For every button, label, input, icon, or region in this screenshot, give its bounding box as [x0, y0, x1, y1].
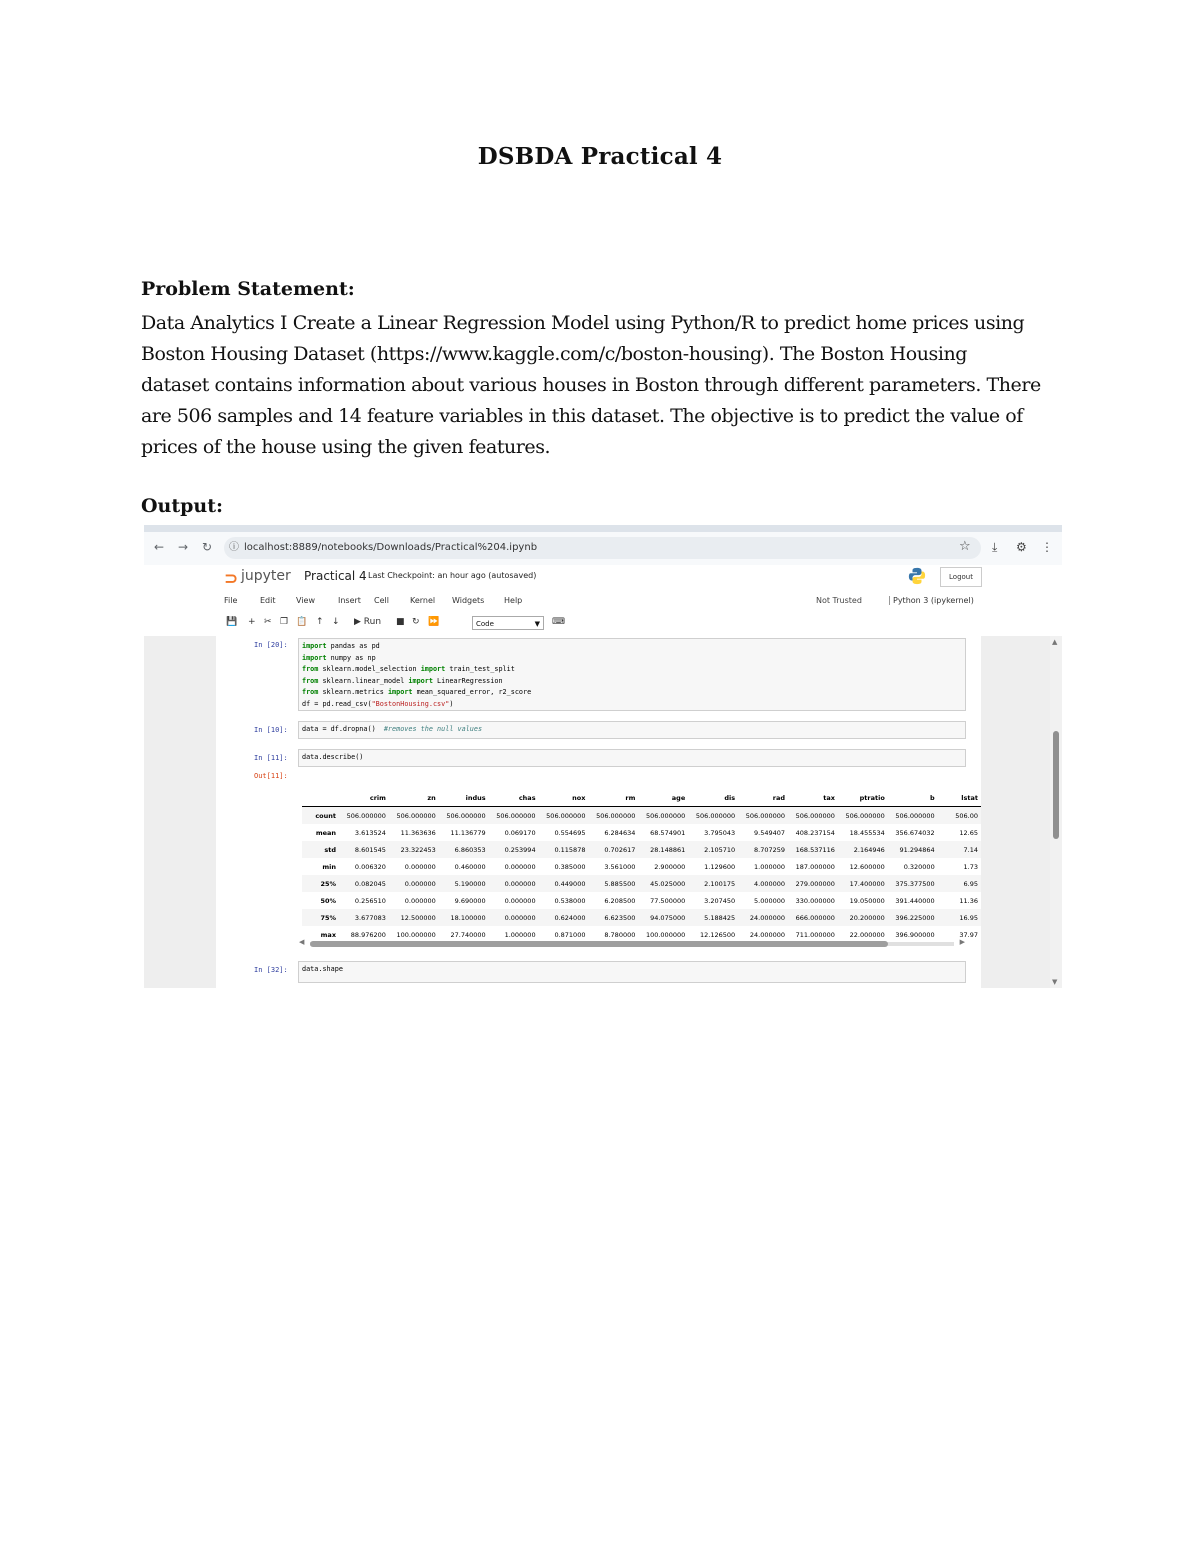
browser-tab-strip [144, 525, 1062, 532]
code-token: from [302, 665, 319, 673]
cell-2-code[interactable] [298, 721, 966, 739]
cell-2-prompt: In [10]: [254, 726, 288, 734]
code-line [302, 653, 962, 665]
menu-item-kernel[interactable]: Kernel [410, 596, 436, 605]
table-cell: 5.885500 [588, 875, 638, 892]
table-row [302, 858, 981, 875]
python-logo-icon [908, 567, 926, 585]
download-icon[interactable]: ⤓ [992, 540, 998, 554]
table-cell: 506.000000 [738, 807, 788, 825]
table-cell: 8.601545 [339, 841, 389, 858]
problem-statement-body [141, 308, 1066, 463]
table-cell: 22.000000 [849, 930, 885, 939]
table-cell: 94.075000 [638, 909, 688, 926]
table-row [302, 892, 981, 909]
table-cell: 3.795043 [704, 828, 736, 837]
menu-item-cell[interactable]: Cell [374, 596, 389, 605]
checkpoint-status: Last Checkpoint: an hour ago (autosaved) [368, 571, 537, 580]
problem-statement-heading: Problem Statement: [141, 278, 355, 300]
problem-statement-line: Boston Housing Dataset (https://www.kaggle.com/c/boston-housing). The Boston Housing [141, 343, 967, 365]
table-cell: 506.000000 [489, 807, 539, 825]
code-token: df = pd.read_csv( [302, 699, 372, 708]
table-cell: 18.100000 [439, 909, 489, 926]
code-token: data.shape [302, 965, 343, 973]
column-header: ptratio [838, 789, 888, 807]
table-cell: 0.006320 [354, 862, 386, 871]
table-row [302, 875, 981, 892]
code-token: pandas as pd [326, 642, 380, 650]
table-cell: 23.322453 [389, 841, 439, 858]
table-row [302, 824, 981, 841]
cut-icon[interactable]: ✂ [264, 617, 272, 627]
scroll-up-icon[interactable]: ▲ [1052, 638, 1058, 646]
table-cell: 77.500000 [650, 896, 686, 905]
notebook-area [144, 636, 1062, 988]
move-up-icon[interactable]: ↑ [316, 617, 324, 627]
table-cell: 506.000000 [788, 807, 838, 825]
code-token: mean_squared_error, r2_score [412, 688, 532, 696]
table-cell: 506.000000 [539, 807, 589, 825]
table-horizontal-scrollbar[interactable] [298, 940, 966, 948]
table-cell: 100.000000 [396, 930, 436, 939]
table-cell: 24.000000 [749, 930, 786, 939]
row-label: 75% [302, 909, 339, 926]
table-cell: 0.460000 [454, 862, 486, 871]
code-token: train_test_split [445, 665, 515, 673]
row-label: min [322, 862, 337, 871]
table-cell: 2.900000 [654, 862, 686, 871]
table-cell: 8.707259 [738, 841, 788, 858]
cell-1-code[interactable] [298, 638, 966, 711]
table-cell: 0.000000 [389, 875, 439, 892]
table-cell: 666.000000 [788, 909, 838, 926]
code-line [302, 641, 962, 653]
notebook-menubar [224, 591, 982, 611]
cell-4-prompt: In [32]: [254, 966, 288, 974]
column-header: rm [588, 789, 638, 807]
jupyter-logo-text[interactable]: jupyter [241, 568, 291, 584]
table-cell: 506.00 [938, 807, 981, 825]
menu-item-view[interactable]: View [296, 596, 315, 605]
column-header: indus [439, 789, 489, 807]
table-cell: 4.000000 [738, 875, 788, 892]
column-header: zn [389, 789, 439, 807]
code-token: #removes the null values [383, 725, 483, 733]
row-label: mean [315, 828, 337, 837]
table-cell: 506.000000 [439, 807, 489, 825]
column-header: chas [489, 789, 539, 807]
table-cell: 0.115878 [539, 841, 589, 858]
table-cell: 0.000000 [489, 875, 539, 892]
table-cell: 16.95 [938, 909, 981, 926]
code-line [302, 699, 962, 711]
vertical-scroll-thumb[interactable] [1053, 731, 1059, 839]
code-line [302, 687, 962, 699]
column-header: crim [339, 789, 389, 807]
row-label: 50% [320, 896, 337, 905]
table-cell: 506.000000 [638, 807, 688, 825]
column-header: tax [788, 789, 838, 807]
table-cell: 24.000000 [738, 909, 788, 926]
code-line [302, 676, 962, 688]
kernel-indicator[interactable]: Python 3 (ipykernel) [889, 596, 974, 605]
table-cell: 0.320000 [903, 862, 935, 871]
table-cell: 18.455534 [849, 828, 885, 837]
problem-statement-line: are 506 samples and 14 feature variables in this dataset. The objective is to predict the value of [141, 405, 1023, 427]
table-cell: 0.000000 [489, 909, 539, 926]
code-token: ) [449, 699, 454, 708]
copy-icon[interactable]: ❐ [280, 617, 289, 627]
column-header: age [638, 789, 688, 807]
run-label: Run [363, 617, 382, 627]
cell-type-select[interactable] [472, 616, 544, 630]
problem-statement-line: Data Analytics I Create a Linear Regression Model using Python/R to predict home prices using [141, 312, 1025, 334]
scroll-thumb[interactable] [310, 941, 888, 947]
extension-icon[interactable]: ⚙ [1016, 540, 1027, 554]
index-header [302, 789, 339, 807]
table-row [302, 909, 981, 926]
table-cell: 5.000000 [754, 896, 786, 905]
code-line [302, 664, 962, 676]
table-cell: 28.148861 [638, 841, 688, 858]
problem-statement-line: prices of the house using the given features. [141, 436, 551, 458]
jupyter-logo-icon[interactable]: ⊃ [224, 569, 239, 589]
table-cell: 0.000000 [504, 896, 536, 905]
code-token: "BostonHousing.csv" [371, 699, 450, 708]
code-line [302, 752, 962, 764]
add-cell-icon[interactable]: + [248, 617, 256, 627]
table-cell: 19.050000 [849, 896, 885, 905]
scroll-left-icon[interactable]: ◀ [299, 938, 305, 946]
table-cell: 88.976200 [350, 930, 386, 939]
column-header: dis [688, 789, 738, 807]
code-token: import [302, 642, 327, 650]
table-cell: 91.294864 [888, 841, 938, 858]
table-cell: 20.200000 [838, 909, 888, 926]
column-header: rad [738, 789, 788, 807]
table-cell: 506.000000 [888, 807, 938, 825]
code-token: data.describe() [302, 753, 364, 761]
table-row [302, 807, 981, 825]
code-token: sklearn.model_selection [318, 665, 421, 673]
cell-type-value: Code [476, 620, 494, 628]
table-cell: 1.000000 [504, 930, 536, 939]
paste-icon[interactable]: 📋 [296, 617, 308, 627]
table-cell: 3.677083 [339, 909, 389, 926]
table-cell: 279.000000 [788, 875, 838, 892]
table-cell: 9.549407 [754, 828, 786, 837]
table-cell: 506.000000 [389, 807, 439, 825]
chevron-down-icon: ▼ [534, 620, 540, 628]
row-label: count [302, 807, 339, 825]
run-button[interactable]: ▶ Run [354, 617, 382, 627]
menu-item-help[interactable]: Help [504, 596, 523, 605]
table-cell: 330.000000 [795, 896, 835, 905]
url-text: localhost:8889/notebooks/Downloads/Practical%204.ipynb [244, 542, 538, 553]
info-icon[interactable]: ⓘ [229, 542, 239, 553]
command-palette-icon[interactable]: ⌨ [552, 617, 565, 627]
table-cell: 0.449000 [539, 875, 589, 892]
table-cell: 12.500000 [389, 909, 439, 926]
table-cell: 168.537116 [788, 841, 838, 858]
code-token: sklearn.metrics [318, 688, 388, 696]
page-vertical-scrollbar[interactable] [1050, 636, 1062, 988]
cell-3-output-prompt: Out[11]: [254, 772, 288, 780]
reload-icon[interactable]: ↻ [202, 540, 213, 554]
column-header: nox [539, 789, 589, 807]
table-cell: 2.164946 [838, 841, 888, 858]
code-token: sklearn.linear_model [318, 676, 409, 685]
table-cell: 1.129600 [704, 862, 736, 871]
menu-item-file[interactable]: File [224, 596, 238, 605]
code-token: from [302, 676, 319, 685]
table-cell: 27.740000 [450, 930, 486, 939]
table-row [302, 841, 981, 858]
table-cell: 3.613524 [354, 828, 386, 837]
code-token: LinearRegression [432, 676, 503, 685]
table-cell: 1.000000 [754, 862, 786, 871]
table-cell: 100.000000 [645, 930, 686, 939]
table-cell: 12.126500 [699, 930, 736, 939]
code-token: import [408, 676, 433, 685]
code-line [302, 964, 962, 976]
notebook-name[interactable]: Practical 4 [304, 569, 367, 583]
code-token: data = df.dropna() [302, 725, 384, 733]
table-cell: 11.363636 [400, 828, 436, 837]
table-cell: 11.136779 [450, 828, 486, 837]
table-cell: 8.780000 [604, 930, 636, 939]
notebook-page [216, 636, 981, 988]
table-cell: 6.208500 [604, 896, 636, 905]
table-cell: 0.538000 [554, 896, 586, 905]
browser-address-bar [144, 532, 1062, 566]
column-header: b [888, 789, 938, 807]
table-cell: 506.000000 [688, 807, 738, 825]
table-cell: 506.000000 [838, 807, 888, 825]
trusted-indicator[interactable]: Not Trusted [816, 596, 862, 605]
interrupt-icon[interactable]: ■ [396, 617, 405, 627]
code-token: numpy as np [326, 653, 376, 662]
table-cell: 2.100175 [688, 875, 738, 892]
table-cell: 0.871000 [554, 930, 586, 939]
row-label: 25% [302, 875, 339, 892]
back-icon[interactable]: ← [154, 540, 165, 554]
table-cell: 17.400000 [838, 875, 888, 892]
table-cell: 0.554695 [554, 828, 586, 837]
cell-3-prompt: In [11]: [254, 754, 288, 762]
table-cell: 506.000000 [588, 807, 638, 825]
star-icon[interactable]: ☆ [959, 539, 971, 554]
table-cell: 45.025000 [638, 875, 688, 892]
menu-icon[interactable]: ⋮ [1041, 540, 1053, 554]
table-cell: 0.385000 [554, 862, 586, 871]
code-token: import [387, 688, 413, 696]
table-cell: 12.65 [959, 828, 978, 837]
table-cell: 7.14 [938, 841, 981, 858]
table-cell: 0.082045 [339, 875, 389, 892]
table-cell: 0.256510 [354, 896, 386, 905]
table-cell: 37.97 [959, 930, 978, 939]
table-cell: 396.225000 [888, 909, 938, 926]
table-cell: 12.600000 [849, 862, 885, 871]
menu-item-widgets[interactable]: Widgets [452, 596, 485, 605]
cell-4-code[interactable] [298, 961, 966, 983]
problem-statement-line: dataset contains information about various houses in Boston through different parameters. There [141, 374, 1041, 396]
notebook-toolbar [224, 614, 984, 634]
table-cell: 396.900000 [895, 930, 935, 939]
table-cell: 6.623500 [588, 909, 638, 926]
menu-item-insert[interactable]: Insert [338, 596, 361, 605]
table-cell: 6.860353 [439, 841, 489, 858]
table-cell: 187.000000 [795, 862, 835, 871]
table-cell: 711.000000 [795, 930, 835, 939]
table-cell: 11.36 [959, 896, 978, 905]
table-cell: 0.000000 [404, 862, 436, 871]
table-cell: 0.000000 [504, 862, 536, 871]
table-cell: 506.000000 [339, 807, 389, 825]
scroll-right-icon[interactable]: ▶ [959, 938, 965, 946]
logout-button[interactable]: Logout [940, 567, 982, 587]
code-token: import [420, 665, 446, 673]
output-screenshot [144, 525, 1062, 988]
table-cell: 9.690000 [454, 896, 486, 905]
table-cell: 0.702617 [588, 841, 638, 858]
table-cell: 1.73 [963, 862, 978, 871]
code-line [302, 724, 962, 736]
row-label: max [320, 930, 337, 939]
table-cell: 0.069170 [504, 828, 536, 837]
save-icon[interactable]: 💾 [226, 617, 238, 627]
table-cell: 356.674032 [895, 828, 935, 837]
table-cell: 0.000000 [404, 896, 436, 905]
describe-output-table [302, 789, 981, 943]
table-cell: 375.377500 [888, 875, 938, 892]
table-cell: 408.237154 [795, 828, 835, 837]
scroll-down-icon[interactable]: ▼ [1052, 978, 1058, 986]
jupyter-header [144, 565, 1062, 636]
column-header: lstat [938, 789, 981, 807]
restart-icon[interactable]: ↻ [412, 617, 420, 627]
output-heading: Output: [141, 495, 224, 517]
table-cell: 6.284634 [604, 828, 636, 837]
code-token: import [302, 653, 327, 662]
table-cell: 3.207450 [704, 896, 736, 905]
table-cell: 3.561000 [604, 862, 636, 871]
restart-run-all-icon[interactable]: ⏩ [428, 617, 440, 627]
cell-1-prompt: In [20]: [254, 641, 288, 649]
table-cell: 68.574901 [650, 828, 686, 837]
table-cell: 5.188425 [688, 909, 738, 926]
code-token: from [302, 688, 319, 696]
table-cell: 6.95 [938, 875, 981, 892]
move-down-icon[interactable]: ↓ [332, 617, 340, 627]
table-cell: 5.190000 [439, 875, 489, 892]
menu-item-edit[interactable]: Edit [260, 596, 276, 605]
table-cell: 0.624000 [539, 909, 589, 926]
table-cell: 391.440000 [895, 896, 935, 905]
url-field[interactable] [224, 537, 981, 559]
document-title: DSBDA Practical 4 [477, 143, 723, 170]
table-cell: 0.253994 [489, 841, 539, 858]
cell-3-code[interactable] [298, 749, 966, 767]
forward-icon[interactable]: → [178, 540, 189, 554]
row-label: std [302, 841, 339, 858]
table-cell: 2.105710 [688, 841, 738, 858]
